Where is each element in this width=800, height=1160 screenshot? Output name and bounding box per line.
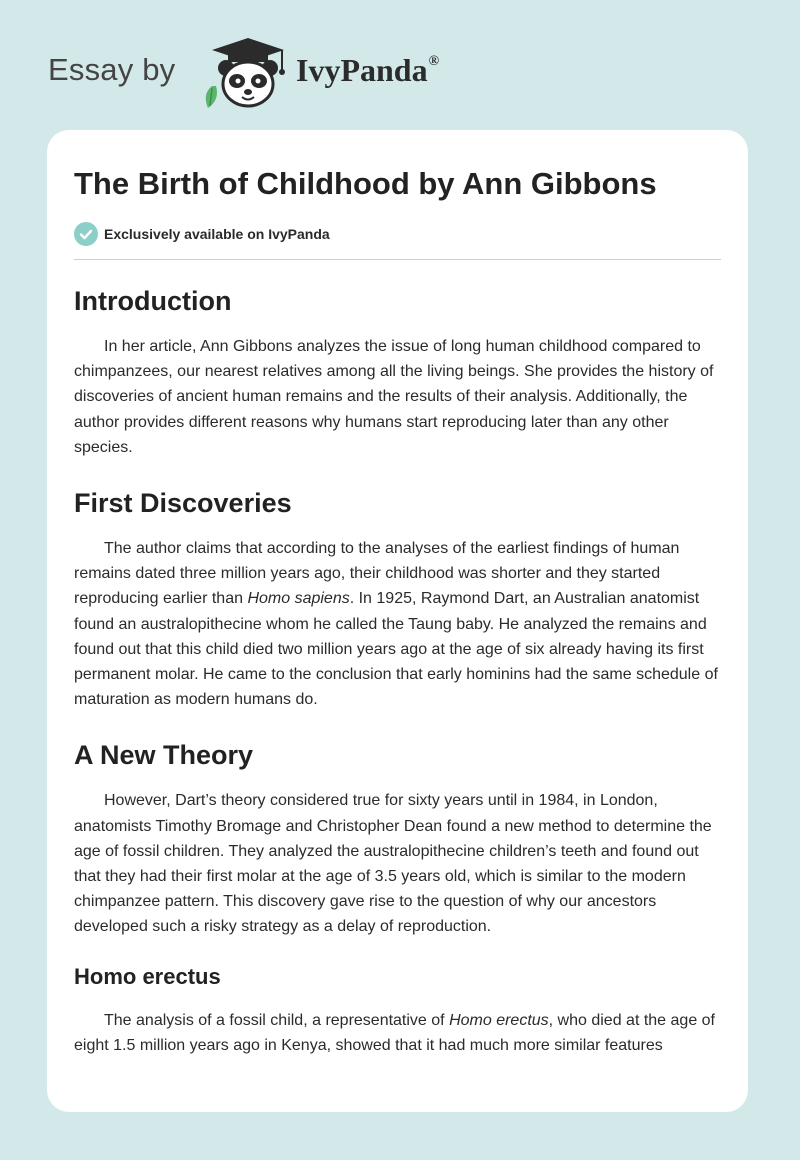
essay-by-label: Essay by — [48, 52, 176, 87]
exclusive-badge-text: Exclusively available on IvyPanda — [104, 226, 330, 242]
brand-text: IvyPanda — [296, 52, 428, 88]
new-theory-paragraph: However, Dart’s theory considered true for sixty years until in 1984, in London, anatomists Timothy Bromage and Christopher Dean found a new method to determine the age of fossil children. They analyzed the australopithecine children’s teeth and found out that they had their first molar at the age of 3.5 years old, which is similar to the modern chimpanzee pattern. This discovery gave rise to the question of why our ancestors developed such a risky strategy as a delay of reproduction. — [74, 792, 712, 936]
check-circle-icon — [74, 222, 98, 246]
homo-erectus-paragraph — [74, 1008, 721, 1058]
section-heading-homo-erectus: Homo erectus — [74, 963, 221, 989]
exclusive-badge — [74, 222, 721, 246]
site-header — [0, 0, 800, 130]
section-heading-first-discoveries: First Discoveries — [74, 488, 292, 519]
italic-term: Homo sapiens — [247, 590, 350, 608]
section-heading-introduction: Introduction — [74, 286, 232, 316]
text-run: The author claims that according to the analyses of the earliest findings of human remains dated three million years ago, their childhood was shorter and they started reproducing earlier than — [74, 540, 680, 608]
panda-graduate-logo-icon[interactable] — [198, 36, 294, 108]
introduction-paragraph: In her article, Ann Gibbons analyzes the issue of long human childhood compared to chimpanzees, our nearest relatives among all the living beings. She provides the history of discoveries of ancient human remains and the results of their analysis. Additionally, the author provides different reasons why humans start reproducing later than any other species. — [74, 338, 714, 456]
italic-term: Homo erectus — [449, 1011, 549, 1029]
essay-card — [47, 130, 748, 1112]
text-run: The analysis of a fossil child, a representative of — [104, 1011, 450, 1029]
registered-mark: ® — [428, 54, 440, 69]
section-heading-new-theory: A New Theory — [74, 740, 254, 771]
essay-title: The Birth of Childhood by Ann Gibbons — [74, 166, 657, 201]
text-run: , who died at the age of eight 1.5 million years ago in Kenya, showed that it had much more similar features — [74, 1011, 715, 1054]
text-run: . In 1925, Raymond Dart, an Australian anatomist found an australopithecine whom he called the Taung baby. He analyzed the remains and found out that this child died two million years ago at the age of six already having its first permanent molar. He came to the conclusion that early hominins had the same schedule of maturation as modern humans do. — [74, 590, 718, 709]
first-discoveries-paragraph — [74, 536, 721, 712]
brand-name[interactable] — [296, 52, 439, 89]
title-divider — [74, 259, 721, 260]
